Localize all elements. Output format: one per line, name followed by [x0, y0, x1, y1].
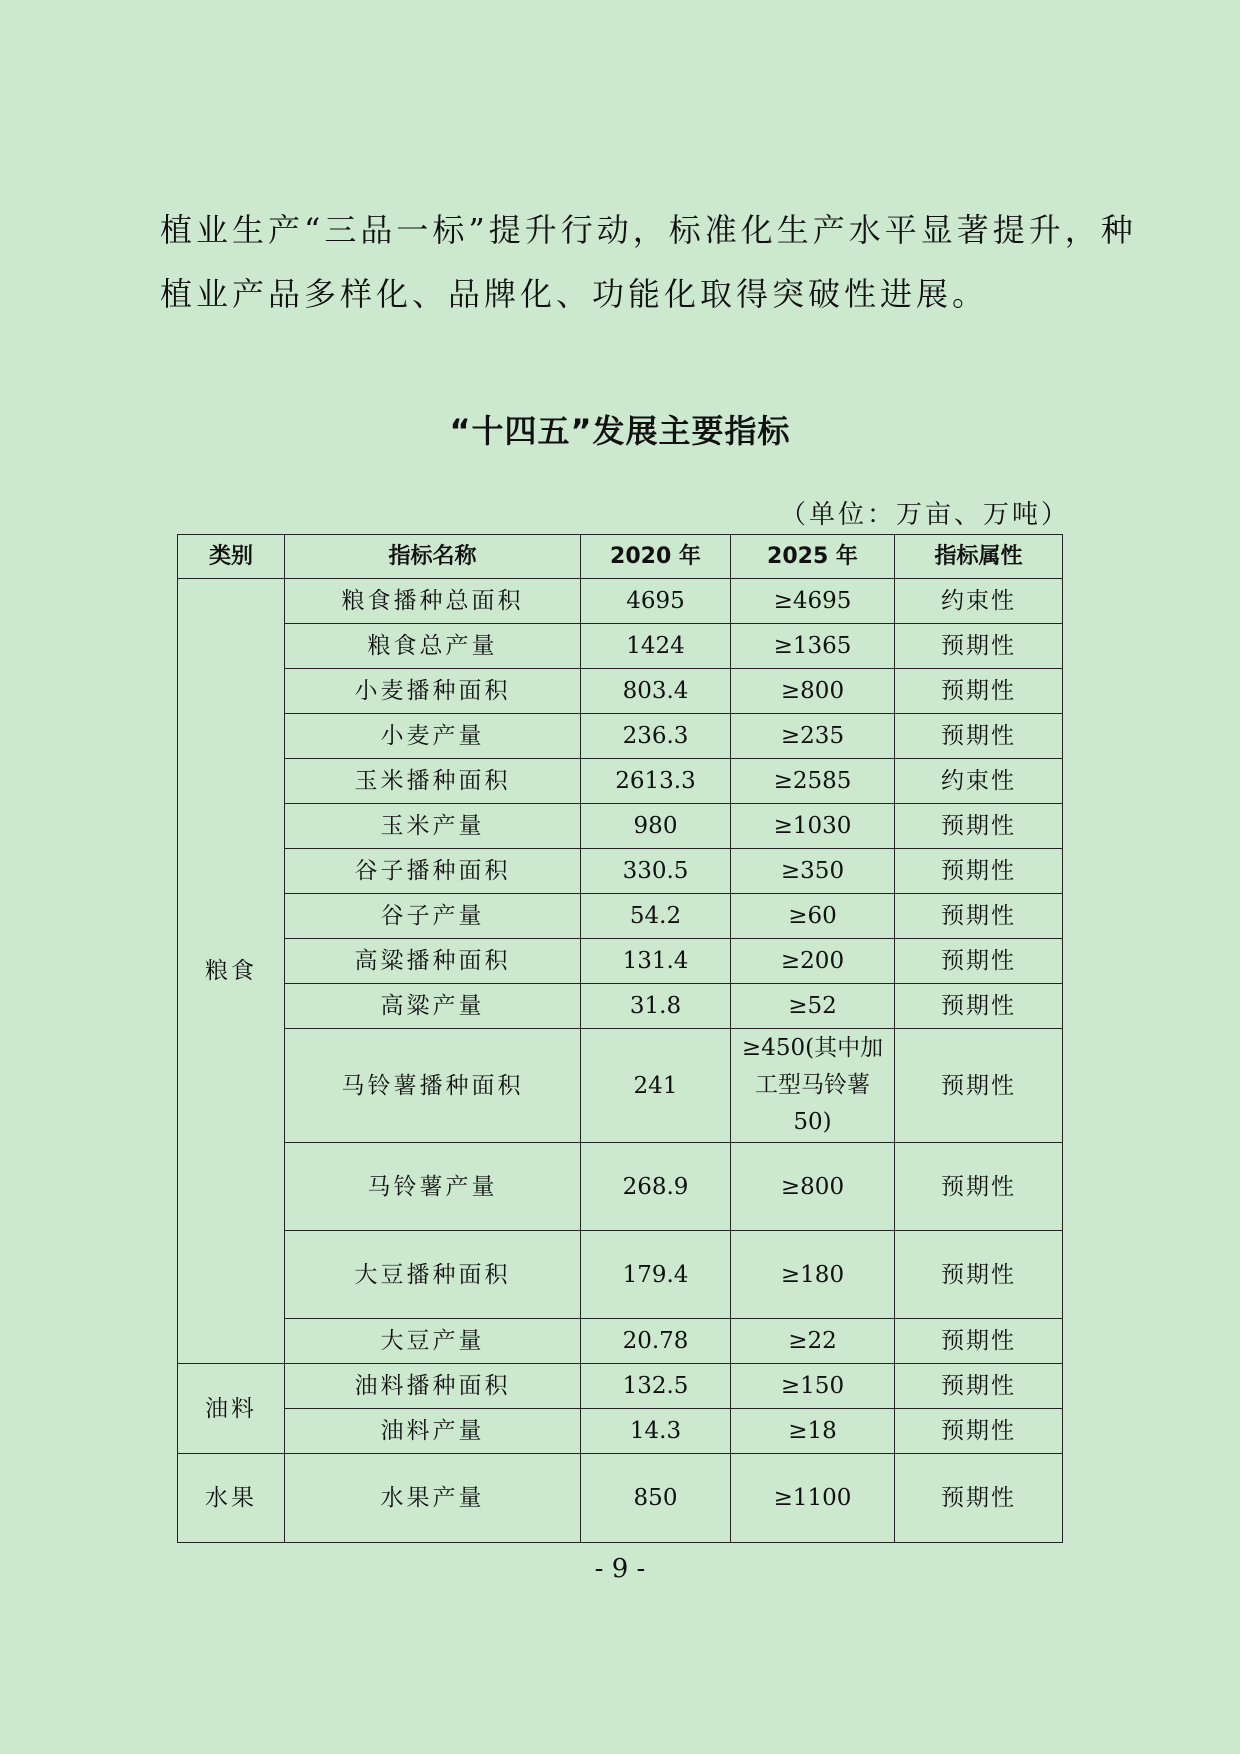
- value-2025: ≥4695: [731, 579, 895, 624]
- table-row: [178, 1143, 1063, 1231]
- indicator-name: 粮食总产量: [285, 624, 581, 669]
- category-fruit: 水果: [178, 1454, 285, 1543]
- value-2020: 131.4: [581, 939, 731, 984]
- value-2025: ≥800: [731, 669, 895, 714]
- value-2020: 31.8: [581, 984, 731, 1029]
- table-row: [178, 1029, 1063, 1143]
- table-row: [178, 804, 1063, 849]
- indicator-attribute: 预期性: [895, 1143, 1063, 1231]
- table-header-row: [178, 535, 1063, 579]
- table-row: [178, 1319, 1063, 1364]
- category-grain: 粮食: [178, 579, 285, 1364]
- table-row: [178, 1364, 1063, 1409]
- header-attribute: 指标属性: [895, 535, 1063, 579]
- indicator-attribute: 预期性: [895, 1454, 1063, 1543]
- indicator-name: 谷子播种面积: [285, 849, 581, 894]
- indicator-name: 小麦播种面积: [285, 669, 581, 714]
- value-2020: 330.5: [581, 849, 731, 894]
- header-2025: 2025 年: [731, 535, 895, 579]
- value-2020: 241: [581, 1029, 731, 1143]
- indicator-attribute: 预期性: [895, 1231, 1063, 1319]
- indicator-attribute: 约束性: [895, 579, 1063, 624]
- paragraph-line-1: 植业生产“三品一标”提升行动，标准化生产水平显著提升，种: [160, 211, 1137, 249]
- value-2020: 268.9: [581, 1143, 731, 1231]
- indicator-name: 高粱播种面积: [285, 939, 581, 984]
- value-2020: 980: [581, 804, 731, 849]
- table-title: “十四五”发展主要指标: [449, 412, 791, 450]
- indicator-name: 玉米产量: [285, 804, 581, 849]
- indicator-name: 大豆播种面积: [285, 1231, 581, 1319]
- indicator-attribute: 预期性: [895, 939, 1063, 984]
- indicator-name: 水果产量: [285, 1454, 581, 1543]
- value-2025: ≥1365: [731, 624, 895, 669]
- indicator-attribute: 预期性: [895, 1364, 1063, 1409]
- indicator-attribute: 预期性: [895, 714, 1063, 759]
- indicator-name: 小麦产量: [285, 714, 581, 759]
- indicator-name: 油料播种面积: [285, 1364, 581, 1409]
- value-2020: 20.78: [581, 1319, 731, 1364]
- value-2025: ≥1030: [731, 804, 895, 849]
- table-row: [178, 1409, 1063, 1454]
- value-2020: 2613.3: [581, 759, 731, 804]
- table-row: [178, 849, 1063, 894]
- table-row: [178, 1231, 1063, 1319]
- indicator-attribute: 预期性: [895, 849, 1063, 894]
- value-2025: ≥18: [731, 1409, 895, 1454]
- unit-note: （单位：万亩、万吨）: [779, 500, 1070, 530]
- value-2020: 803.4: [581, 669, 731, 714]
- value-2020: 132.5: [581, 1364, 731, 1409]
- value-2025: ≥450(其中加工型马铃薯 50): [731, 1029, 895, 1143]
- indicator-attribute: 预期性: [895, 1029, 1063, 1143]
- body-paragraph: [160, 198, 1137, 326]
- value-2020: 179.4: [581, 1231, 731, 1319]
- table-row: [178, 579, 1063, 624]
- value-2020: 1424: [581, 624, 731, 669]
- indicator-name: 谷子产量: [285, 894, 581, 939]
- paragraph-line-2: 植业产品多样化、品牌化、功能化取得突破性进展。: [160, 275, 989, 313]
- value-2025: ≥1100: [731, 1454, 895, 1543]
- table-row: [178, 1454, 1063, 1543]
- table-row: [178, 669, 1063, 714]
- indicator-name: 高粱产量: [285, 984, 581, 1029]
- category-oil: 油料: [178, 1364, 285, 1454]
- value-2025: ≥235: [731, 714, 895, 759]
- indicator-name: 马铃薯播种面积: [285, 1029, 581, 1143]
- value-2025: ≥800: [731, 1143, 895, 1231]
- header-2020: 2020 年: [581, 535, 731, 579]
- value-2025: ≥200: [731, 939, 895, 984]
- indicator-attribute: 预期性: [895, 669, 1063, 714]
- page-number: - 9 -: [594, 1554, 646, 1584]
- value-2025: ≥22: [731, 1319, 895, 1364]
- value-2020: 4695: [581, 579, 731, 624]
- indicator-name: 玉米播种面积: [285, 759, 581, 804]
- value-2020: 14.3: [581, 1409, 731, 1454]
- value-2025: ≥2585: [731, 759, 895, 804]
- value-2025: ≥52: [731, 984, 895, 1029]
- value-2020: 54.2: [581, 894, 731, 939]
- table-row: [178, 984, 1063, 1029]
- table-row: [178, 624, 1063, 669]
- value-2025: ≥60: [731, 894, 895, 939]
- indicator-name: 马铃薯产量: [285, 1143, 581, 1231]
- header-name: 指标名称: [285, 535, 581, 579]
- indicator-name: 粮食播种总面积: [285, 579, 581, 624]
- value-2020: 850: [581, 1454, 731, 1543]
- value-2020: 236.3: [581, 714, 731, 759]
- value-2025: ≥350: [731, 849, 895, 894]
- value-2025: ≥150: [731, 1364, 895, 1409]
- table-row: [178, 939, 1063, 984]
- header-category: 类别: [178, 535, 285, 579]
- indicator-attribute: 约束性: [895, 759, 1063, 804]
- table-row: [178, 894, 1063, 939]
- indicator-attribute: 预期性: [895, 984, 1063, 1029]
- indicator-attribute: 预期性: [895, 894, 1063, 939]
- indicator-attribute: 预期性: [895, 624, 1063, 669]
- table-row: [178, 714, 1063, 759]
- indicators-table: [177, 534, 1063, 1543]
- indicator-name: 油料产量: [285, 1409, 581, 1454]
- value-2025: ≥180: [731, 1231, 895, 1319]
- indicator-attribute: 预期性: [895, 804, 1063, 849]
- indicator-attribute: 预期性: [895, 1319, 1063, 1364]
- table-row: [178, 759, 1063, 804]
- indicator-name: 大豆产量: [285, 1319, 581, 1364]
- indicator-attribute: 预期性: [895, 1409, 1063, 1454]
